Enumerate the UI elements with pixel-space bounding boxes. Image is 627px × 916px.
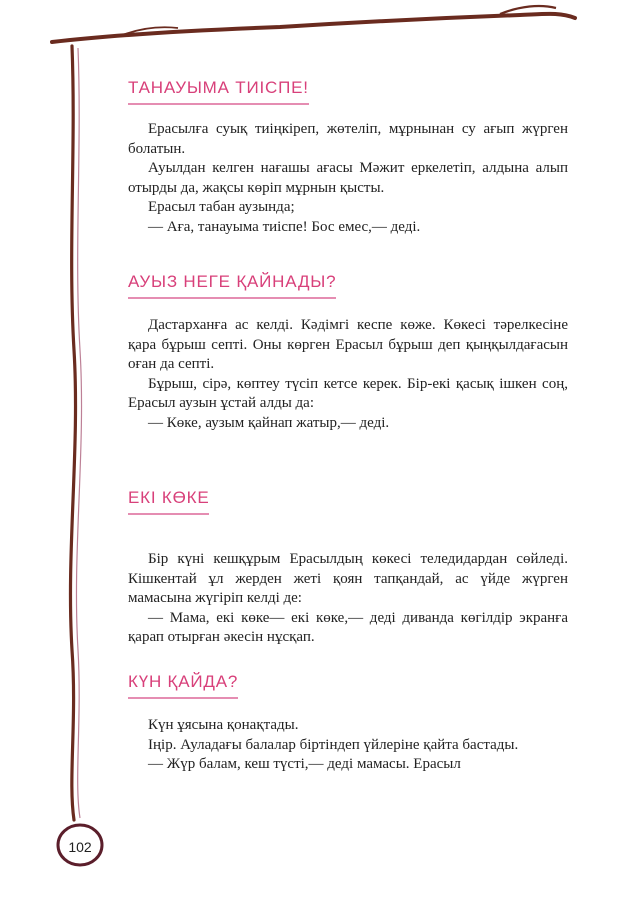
paragraph-line: — Аға, танауыма тиіспе! Бос емес,— деді.	[148, 218, 421, 235]
paragraph-line: Дастарханға ас келді. Кәдімгі кеспе көже. Көкесі тәрелкесіне қара бұрыш септі. Оны көрген Ерасыл бұрыш деп қыңқылдағасын оған да септі.	[128, 317, 568, 372]
paragraph-line: Бір күні кешқұрым Ерасылдың көкесі теледидардан сөйледі. Кішкентай ұл жерден жеті қоян тапқандай, ас үйде жүрген мамасына жүгіріп келді де:	[128, 551, 568, 606]
section-body	[128, 316, 568, 433]
paragraph-line: — Көке, аузым қайнап жатыр,— деді.	[148, 414, 390, 431]
section-body	[128, 550, 568, 648]
paragraph-line: — Мама, екі көке— екі көке,— деді диванда көгілдір экранға қарап отырған әкесін нұсқап.	[128, 609, 568, 645]
page-number: 102	[68, 839, 92, 855]
paragraph-line: Ерасылға суық тиіңкіреп, жөтеліп, мұрнынан су ағып жүрген болатын.	[128, 121, 568, 157]
top-branch	[52, 14, 575, 42]
paragraph-line: Ерасыл табан аузында;	[148, 199, 295, 215]
section-heading: ТАНАУЫМА ТИІСПЕ!	[128, 78, 309, 105]
side-branch	[70, 46, 75, 820]
section-heading: АУЫЗ НЕГЕ ҚАЙНАДЫ?	[128, 272, 336, 299]
paragraph-line: Ауылдан келген нағашы ағасы Мәжит еркелетіп, алдына алып отырды да, жақсы көріп мұрнын қысты.	[128, 160, 568, 196]
side-branch-shade	[76, 48, 81, 818]
section-body	[128, 120, 568, 237]
section-heading: КҮН ҚАЙДА?	[128, 672, 238, 699]
paragraph-line: Бұрыш, сірә, көптеу түсіп кетсе керек. Бір-екі қасық ішкен соң, Ерасыл аузын ұстай алды да:	[128, 375, 568, 411]
section-heading: ЕКІ КӨКЕ	[128, 488, 209, 515]
paragraph-line: Күн ұясына қонақтады.	[148, 717, 299, 733]
section-body	[128, 716, 568, 775]
paragraph-line: — Жүр балам, кеш түсті,— деді мамасы. Ерасыл	[148, 756, 461, 772]
paragraph-line: Іңір. Ауладағы балалар біртіндеп үйлеріне қайта бастады.	[148, 736, 519, 753]
